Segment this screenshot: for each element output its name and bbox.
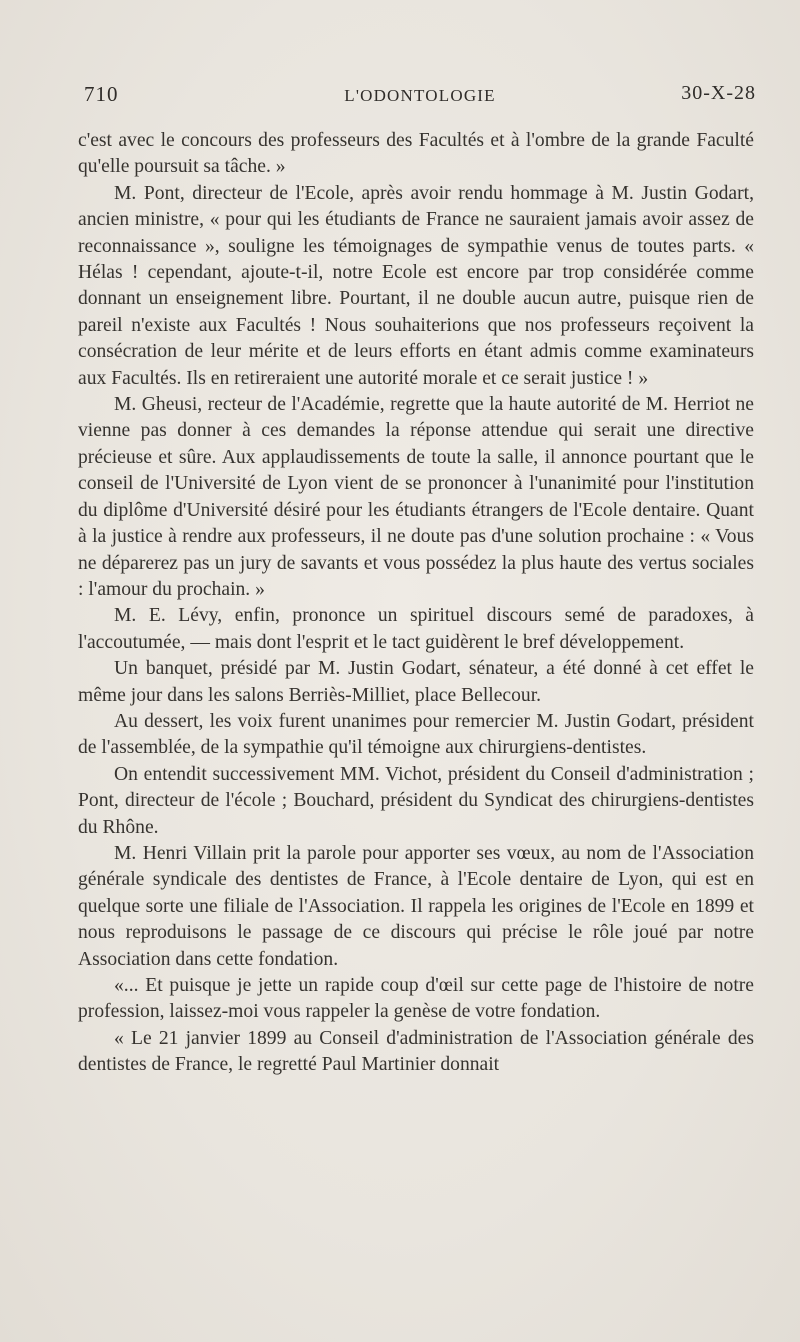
paragraph: Au dessert, les voix furent unanimes pour remercier M. Justin Godart, président de l'assemblée, de la sympathie qu'il témoigne aux chirurgiens-dentistes. — [78, 710, 754, 759]
paragraph: « Le 21 janvier 1899 au Conseil d'administration de l'Association générale des dentistes de France, le regretté Paul Martinier donnait — [78, 1027, 754, 1076]
paragraph: M. Gheusi, recteur de l'Académie, regrette que la haute autorité de M. Herriot ne vienne pas donner à ces demandes la réponse attendue qui serait une directive précieuse et sûre. Aux applaudissements de toute la salle, il annonce pourtant que le conseil de l'Université de Lyon vient de se prononcer à l'unanimité pour l'institution du diplôme d'Université désiré pour les étudiants étrangers de l'Ecole dentaire. Quant à la justice à rendre aux professeurs, il ne doute pas d'une solution prochaine : « Vous ne déparerez pas un jury de savants et vous possédez la plus haute des vertus sociales : l'amour du prochain. » — [78, 394, 754, 600]
paragraph: M. Pont, directeur de l'Ecole, après avoir rendu hommage à M. Justin Godart, ancien ministre, « pour qui les étudiants de France ne sauraient jamais avoir assez de reconnaissance », souligne les témoignages de sympathie venus de toutes parts. « Hélas ! cependant, ajoute-t-il, notre Ecole est encore par trop considérée comme donnant un enseignement libre. Pourtant, il ne double aucun autre, puisque rien de pareil n'existe aux Facultés ! Nous souhaiterions que nos professeurs reçoivent la consécration de leur mérite et de leurs efforts en étant admis comme examinateurs aux Facultés. Ils en retireraient une autorité morale et ce serait justice ! » — [78, 182, 754, 389]
paragraph: On entendit successivement MM. Vichot, président du Conseil d'administration ; Pont, directeur de l'école ; Bouchard, président du Syndicat des chirurgiens-dentistes du Rhône. — [78, 763, 754, 838]
page-header — [84, 82, 756, 112]
page-number: 710 — [84, 82, 119, 106]
paragraph: M. Henri Villain prit la parole pour apporter ses vœux, au nom de l'Association générale syndicale des dentistes de France, à l'Ecole dentaire de Lyon, qui est en quelque sorte une filiale de l'Association. Il rappela les origines de l'Ecole en 1899 et nous reproduisons le passage de ce discours qui précise le rôle joué par notre Association dans cette fondation. — [78, 842, 754, 970]
paragraph: «... Et puisque je jette un rapide coup d'œil sur cette page de l'histoire de notre profession, laissez-moi vous rappeler la genèse de votre fondation. — [78, 975, 754, 1023]
paragraph: c'est avec le concours des professeurs des Facultés et à l'ombre de la grande Faculté qu'elle poursuit sa tâche. » — [78, 130, 754, 178]
paragraph: M. E. Lévy, enfin, prononce un spirituel discours semé de paradoxes, à l'accoutumée, — mais dont l'esprit et le tact guidèrent le bref développement. — [78, 605, 754, 653]
issue-date: 30-X-28 — [681, 82, 756, 104]
article-body — [78, 128, 754, 1079]
paragraph: Un banquet, présidé par M. Justin Godart, sénateur, a été donné à cet effet le même jour dans les salons Berriès-Milliet, place Bellecour. — [78, 658, 754, 706]
running-title: L'ODONTOLOGIE — [344, 86, 496, 105]
